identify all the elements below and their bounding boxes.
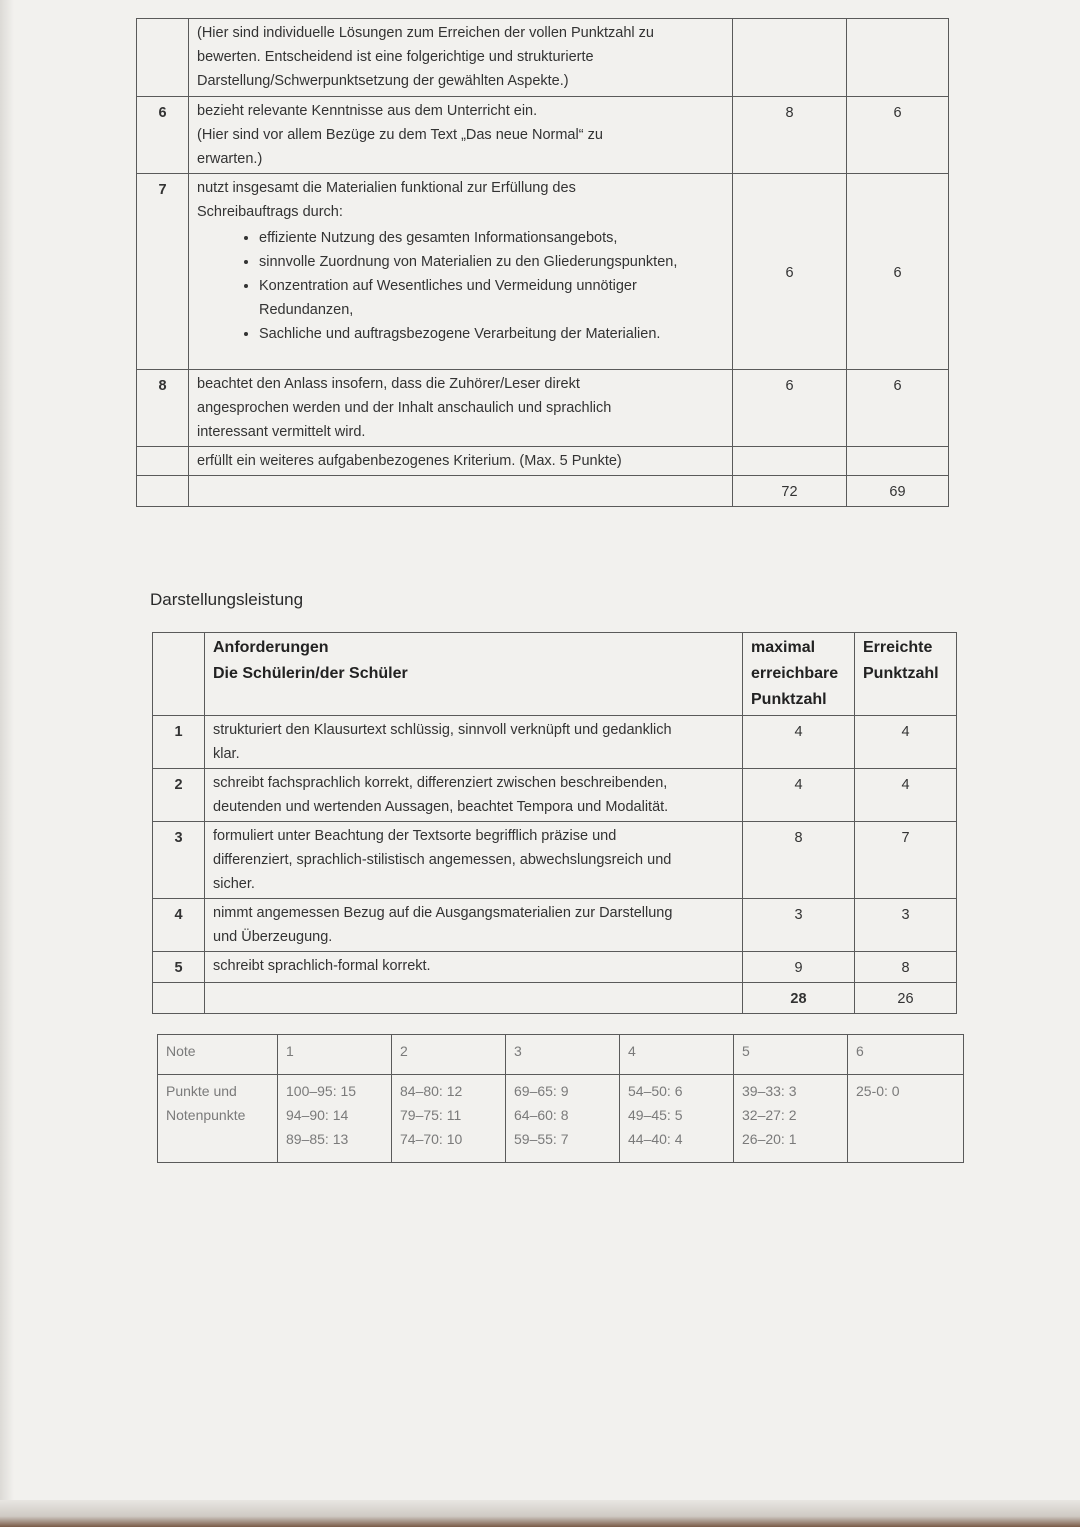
table-row	[137, 370, 949, 447]
range-line: 26–20: 1	[742, 1131, 797, 1147]
total-max-points: 72	[733, 476, 847, 507]
max-points: 6	[733, 174, 847, 370]
achieved-points: 4	[855, 716, 957, 769]
max-points: 8	[733, 97, 847, 174]
text-line: formuliert unter Beachtung der Textsorte begrifflich präzise und	[213, 828, 617, 844]
total-row	[153, 983, 957, 1014]
grade-3: 3	[506, 1035, 620, 1075]
page-shadow	[0, 0, 14, 1527]
text-line: nimmt angemessen Bezug auf die Ausgangsmaterialien zur Darstellung	[213, 905, 673, 921]
max-points: 9	[743, 952, 855, 983]
max-points: 6	[733, 370, 847, 447]
table-row	[137, 447, 949, 476]
text-line: (Hier sind individuelle Lösungen zum Erreichen der vollen Punktzahl zu	[197, 25, 654, 41]
row-number: 8	[137, 370, 189, 447]
header-line: Erreichte	[863, 639, 933, 656]
text-line: schreibt fachsprachlich korrekt, differenziert zwischen beschreibenden,	[213, 775, 668, 791]
criterion-text	[189, 370, 733, 447]
section-title: Darstellungsleistung	[150, 590, 304, 609]
grade-range-cell	[848, 1075, 964, 1163]
max-points: 4	[743, 769, 855, 822]
grade-points-row	[158, 1075, 964, 1163]
max-points: 4	[743, 716, 855, 769]
empty-cell	[153, 633, 205, 716]
text-line: und Überzeugung.	[213, 929, 333, 945]
max-points	[733, 447, 847, 476]
points-label	[158, 1075, 278, 1163]
text-line: differenziert, sprachlich-stilistisch angemessen, abwechslungsreich und	[213, 852, 672, 868]
achieved-points: 6	[847, 97, 949, 174]
text-line: deutenden und wertenden Aussagen, beachtet Tempora und Modalität.	[213, 799, 669, 815]
range-line: 89–85: 13	[286, 1131, 349, 1147]
empty-cell	[205, 983, 743, 1014]
text-line: erwarten.)	[197, 151, 263, 167]
text-line: strukturiert den Klausurtext schlüssig, sinnvoll verknüpft und gedanklich	[213, 722, 672, 738]
text-line: angesprochen werden und der Inhalt anschaulich und sprachlich	[197, 400, 612, 416]
achieved-points: 6	[847, 174, 949, 370]
requirements-header	[205, 633, 743, 716]
grade-range-cell	[620, 1075, 734, 1163]
list-item: • Sachliche und auftragsbezogene Verarbeitung der Materialien.	[259, 322, 724, 346]
achieved-points	[847, 447, 949, 476]
range-line: 84–80: 12	[400, 1083, 463, 1099]
list-item: • sinnvolle Zuordnung von Materialien zu den Gliederungspunkten,	[259, 250, 724, 274]
grade-range-cell	[278, 1075, 392, 1163]
row-number: 1	[153, 716, 205, 769]
max-points	[733, 19, 847, 97]
table-row	[153, 716, 957, 769]
table-row	[153, 822, 957, 899]
criterion-text	[205, 769, 743, 822]
range-line: 69–65: 9	[514, 1083, 569, 1099]
page-bottom-edge	[0, 1500, 1080, 1527]
criterion-text	[205, 899, 743, 952]
total-achieved-points: 69	[847, 476, 949, 507]
criteria-list	[197, 226, 724, 346]
total-achieved-points: 26	[855, 983, 957, 1014]
text-line: Schreibauftrags durch:	[197, 204, 343, 220]
darstellungsleistung-table	[152, 632, 957, 1014]
grade-table	[157, 1034, 964, 1163]
text-line: klar.	[213, 746, 240, 762]
table-row	[137, 174, 949, 370]
header-line: Anforderungen	[213, 639, 329, 656]
header-line: maximal	[751, 639, 816, 656]
achieved-points	[847, 19, 949, 97]
label-line: Punkte und	[166, 1083, 237, 1099]
range-line: 32–27: 2	[742, 1107, 797, 1123]
text-line: Darstellung/Schwerpunktsetzung der gewählten Aspekte.)	[197, 73, 569, 89]
list-item: • Konzentration auf Wesentliches und Vermeidung unnötiger Redundanzen,	[259, 274, 724, 322]
achieved-points: 6	[847, 370, 949, 447]
row-number	[137, 447, 189, 476]
row-number	[137, 19, 189, 97]
max-points: 8	[743, 822, 855, 899]
row-number: 6	[137, 97, 189, 174]
text-line: nutzt insgesamt die Materialien funktional zur Erfüllung des	[197, 180, 576, 196]
empty-cell	[137, 476, 189, 507]
text-line: bewerten. Entscheidend ist eine folgerichtige und strukturierte	[197, 49, 594, 65]
grade-range-cell	[734, 1075, 848, 1163]
range-line: 74–70: 10	[400, 1131, 463, 1147]
range-line: 79–75: 11	[400, 1107, 462, 1123]
criterion-text	[189, 19, 733, 97]
range-line: 39–33: 3	[742, 1083, 797, 1099]
max-points: 3	[743, 899, 855, 952]
total-row	[137, 476, 949, 507]
achieved-points: 8	[855, 952, 957, 983]
text-line: schreibt sprachlich-formal korrekt.	[213, 958, 431, 974]
empty-cell	[189, 476, 733, 507]
grade-range-cell	[392, 1075, 506, 1163]
range-line: 94–90: 14	[286, 1107, 349, 1123]
grade-5: 5	[734, 1035, 848, 1075]
grade-header-row	[158, 1035, 964, 1075]
label-line: Notenpunkte	[166, 1107, 246, 1123]
table-row	[153, 899, 957, 952]
row-number: 2	[153, 769, 205, 822]
total-max-points: 28	[743, 983, 855, 1014]
row-number: 3	[153, 822, 205, 899]
criterion-text	[205, 716, 743, 769]
achieved-points: 4	[855, 769, 957, 822]
text-line: bezieht relevante Kenntnisse aus dem Unterricht ein.	[197, 103, 538, 119]
header-line: Punktzahl	[751, 691, 827, 708]
row-number: 4	[153, 899, 205, 952]
criterion-text	[189, 97, 733, 174]
header-row	[153, 633, 957, 716]
achieved-points: 3	[855, 899, 957, 952]
criterion-text	[189, 174, 733, 370]
range-line: 100–95: 15	[286, 1083, 357, 1099]
criterion-text	[205, 822, 743, 899]
text-line: interessant vermittelt wird.	[197, 424, 366, 440]
table-row	[137, 97, 949, 174]
grade-range-cell	[506, 1075, 620, 1163]
achieved-points: 7	[855, 822, 957, 899]
achieved-points-header	[855, 633, 957, 716]
row-number: 7	[137, 174, 189, 370]
range-line: 44–40: 4	[628, 1131, 683, 1147]
criterion-text	[189, 447, 733, 476]
table-row	[153, 769, 957, 822]
header-line: Die Schülerin/der Schüler	[213, 665, 408, 682]
range-line: 49–45: 5	[628, 1107, 683, 1123]
text-line: (Hier sind vor allem Bezüge zu dem Text „Das neue Normal“ zu	[197, 127, 603, 143]
row-number: 5	[153, 952, 205, 983]
empty-cell	[153, 983, 205, 1014]
grade-1: 1	[278, 1035, 392, 1075]
note-label: Note	[158, 1035, 278, 1075]
grade-2: 2	[392, 1035, 506, 1075]
max-points-header	[743, 633, 855, 716]
range-line: 64–60: 8	[514, 1107, 569, 1123]
header-line: erreichbare	[751, 665, 839, 682]
range-line: 59–55: 7	[514, 1131, 569, 1147]
header-line: Punktzahl	[863, 665, 939, 682]
range-line: 54–50: 6	[628, 1083, 683, 1099]
range-line: 25-0: 0	[856, 1083, 900, 1099]
grade-4: 4	[620, 1035, 734, 1075]
criterion-text	[205, 952, 743, 983]
grade-6: 6	[848, 1035, 964, 1075]
table-row	[137, 19, 949, 97]
text-line: sicher.	[213, 876, 255, 892]
text-line: erfüllt ein weiteres aufgabenbezogenes Kriterium. (Max. 5 Punkte)	[197, 453, 622, 469]
list-item: • effiziente Nutzung des gesamten Informationsangebots,	[259, 226, 724, 250]
text-line: beachtet den Anlass insofern, dass die Zuhörer/Leser direkt	[197, 376, 580, 392]
inhaltsleistung-table	[136, 18, 949, 507]
table-row	[153, 952, 957, 983]
